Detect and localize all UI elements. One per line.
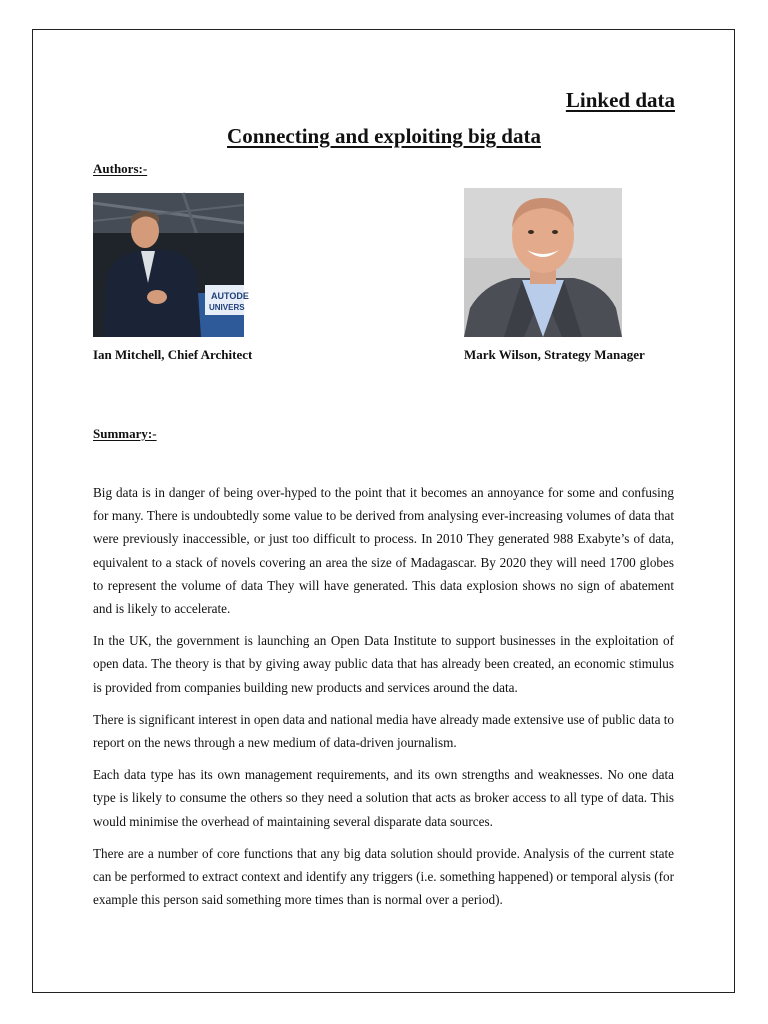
summary-heading: Summary:- bbox=[93, 426, 157, 441]
summary-paragraph: There is significant interest in open data and national media have already made extensive use of public data to report on the news through a new medium of data-driven journalism. bbox=[93, 711, 674, 751]
author-photo-mark-wilson bbox=[464, 188, 622, 337]
document-subtitle: Connecting and exploiting big data bbox=[227, 124, 541, 148]
author-photo-ian-mitchell bbox=[93, 193, 249, 337]
photo-banner-text: AUTODE bbox=[211, 291, 249, 301]
author-caption-ian-mitchell: Ian Mitchell, Chief Architect bbox=[93, 347, 253, 362]
summary-paragraph: There are a number of core functions that any big data solution should provide. Analysis of the current state can be performed to extract context and identify any triggers (i.e. something happened) or temporal alysis (for example this person said something more times than is normal over a period). bbox=[93, 845, 674, 908]
summary-paragraph: Big data is in danger of being over-hyped to the point that it becomes an annoyance for some and confusing for many. There is undoubtedly some value to be derived from analysing ever-increasing volumes of data that were previously inaccessible, or just too difficult to process. In 2010 They generated 988 Exabyte’s of data, equivalent to a stack of novels covering an area the size of Madagascar. By 2020 they will need 1700 globes to represent the volume of data They will have generated. This data explosion shows no sign of abatement and is likely to accelerate. bbox=[93, 485, 674, 617]
document-title: Linked data bbox=[565, 88, 675, 112]
summary-paragraph: In the UK, the government is launching an Open Data Institute to support businesses in the exploitation of open data. The theory is that by giving away public data that has already been created, an economic stimulus is provided from companies building new products and services around the data. bbox=[93, 633, 674, 695]
author-caption-mark-wilson: Mark Wilson, Strategy Manager bbox=[464, 347, 645, 362]
svg-text:UNIVERS: UNIVERS bbox=[209, 303, 245, 312]
authors-heading: Authors:- bbox=[93, 161, 148, 176]
summary-body bbox=[93, 481, 674, 920]
summary-paragraph: Each data type has its own management requirements, and its own strengths and weaknesses. No one data type is likely to consume the others so they need a solution that acts as broker access to all type of data. This would minimise the overhead of maintaining several disparate data sources. bbox=[93, 767, 674, 829]
